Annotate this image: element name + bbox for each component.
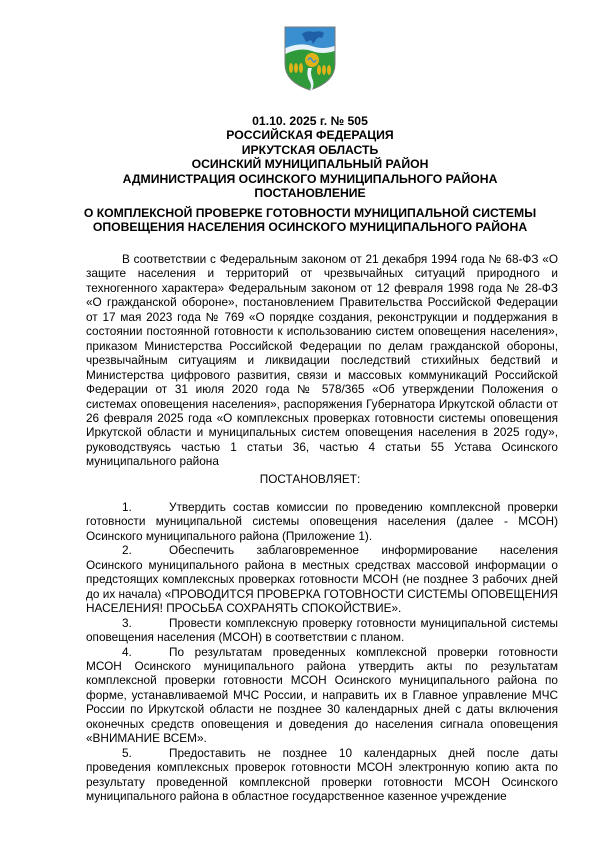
item-number: 5. — [122, 745, 132, 760]
item-text: Предоставить не позднее 10 календарных дней после даты проведения комплексных проверок готовности МСОН электронную копию акта по результату проведенной комплексной проверки готовности МСОН Осинского муниципального района в областное государственное казенное учреждение — [86, 745, 558, 804]
resolves-heading: ПОСТАНОВЛЯЕТ: — [259, 472, 361, 486]
title-line-1: О КОМПЛЕКСНОЙ ПРОВЕРКЕ ГОТОВНОСТИ МУНИЦИПАЛЬНОЙ СИСТЕМЫ — [83, 206, 537, 220]
item-text: Провести комплексную проверку готовности муниципальной системы оповещения населения (МСОН) в соответствии с планом. — [86, 615, 558, 645]
item-text: Обеспечить заблаговременное информирование населения Осинского муниципального района в местных средствах массовой информации о предстоящих комплексных проверках готовности МСОН (не позднее 3 рабочих дней до их начала) «ПРОВОДИТСЯ ПРОВЕРКА ГОТОВНОСТИ СИСТЕМЫ ОПОВЕЩЕНИЯ НАСЕЛЕНИЯ! ПРОСЬБА СОХРАНЯТЬ СПОКОЙСТВИЕ». — [86, 543, 558, 616]
resolution-item — [86, 543, 558, 615]
item-text: По результатам проведенных комплексной проверки готовности МСОН Осинского муниципального района утвердить акты по результатам комплексной проверки готовности МСОН Осинского муниципального района по форме, устанавливаемой МЧС России, и направить их в Главное управление МЧС России по Иркутской области не позднее 30 календарных дней с даты включения оконечных средств оповещения и доведения до населения сигнала оповещения «ВНИМАНИЕ ВСЕМ». — [86, 644, 558, 746]
resolution-item — [86, 645, 558, 746]
resolution-items — [86, 500, 558, 804]
document-header — [60, 114, 560, 200]
resolution-item — [86, 616, 558, 645]
item-text: Утвердить состав комиссии по проведению комплексной проверки готовности муниципальной системы оповещения населения (далее - МСОН) Осинского муниципального района (Приложение 1). — [86, 500, 558, 543]
item-number: 3. — [122, 615, 132, 630]
resolution-item — [86, 746, 558, 804]
date-number: 01.10. 2025 г. № 505 — [252, 114, 368, 128]
preamble-paragraph: В соответствии с Федеральным законом от 21 декабря 1994 года № 68-ФЗ «О защите населения и территорий от чрезвычайных ситуаций природного и техногенного характера» Федеральным законом от 12 февраля 1998 года № 28-ФЗ «О гражданской обороне», постановлением Правительства Российской Федерации от 17 мая 2023 года № 769 «О порядке создания, реконструкции и поддержания в состоянии постоянной готовности к использованию систем оповещения населения», приказом Министерства Российской Федерации по делам гражданской обороны, чрезвычайным ситуациям и ликвидации последствий стихийных бедствий и Министерства цифрового развития, связи и массовых коммуникаций Российской Федерации от 31 июля 2020 года № 578/365 «Об утверждении Положения о системах оповещения населения», распоряжения Губернатора Иркутской области от 26 февраля 2025 года «О комплексных проверках готовности системы оповещения Иркутской области и муниципальных систем оповещения населения в 2025 году», руководствуясь частью 1 статьи 36, частью 4 статьи 55 Устава Осинского муниципального района — [86, 252, 558, 469]
item-number: 1. — [122, 500, 132, 514]
document-type: ПОСТАНОВЛЕНИЕ — [254, 186, 366, 201]
item-number: 4. — [122, 644, 132, 659]
country-name: РОССИЙСКАЯ ФЕДЕРАЦИЯ — [226, 128, 394, 143]
title-line-2: ОПОВЕЩЕНИЯ НАСЕЛЕНИЯ ОСИНСКОГО МУНИЦИПАЛЬНОГО РАЙОНА — [92, 220, 528, 235]
resolution-item — [86, 500, 558, 543]
coat-of-arms-icon — [282, 24, 338, 92]
item-number: 2. — [122, 543, 132, 558]
region-name: ИРКУТСКАЯ ОБЛАСТЬ — [241, 142, 379, 157]
administration-name: АДМИНИСТРАЦИЯ ОСИНСКОГО МУНИЦИПАЛЬНОГО РАЙОНА — [122, 171, 498, 186]
district-name: ОСИНСКИЙ МУНИЦИПАЛЬНЫЙ РАЙОН — [191, 157, 429, 172]
document-title — [60, 206, 560, 235]
